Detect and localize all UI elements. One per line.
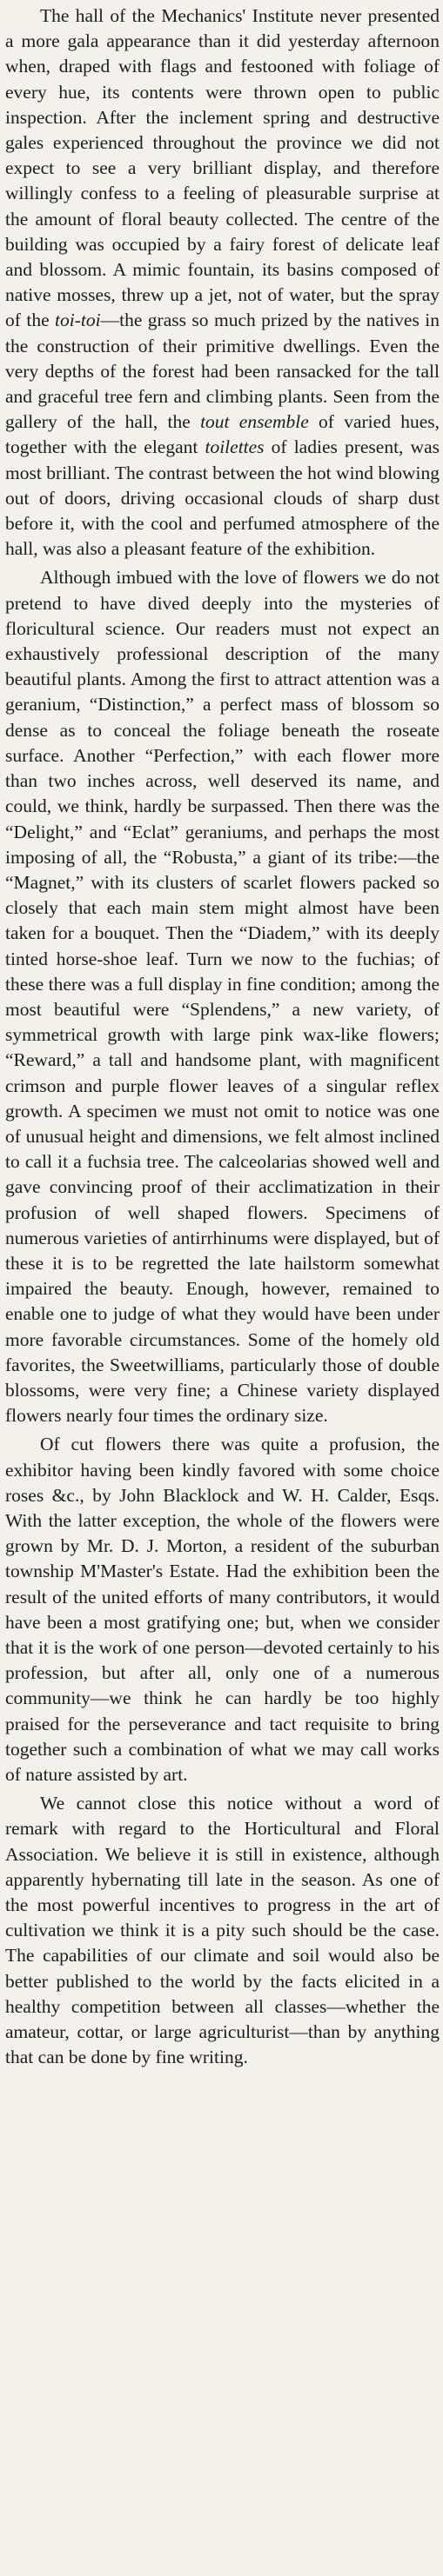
paragraph-1-run-3: —the grass so much prized by the natives in the construction of their primitive dwellings. Even the very depths of the forest had been ransacked for the tall and graceful tree fern and climbing plants. Seen from the gallery of the hall, the (5, 310, 440, 433)
paragraph-1-run-7: of ladies present, was most brilliant. The contrast between the hot wind blowing out of doors, driving occasional clouds of sharp dust before it, with the cool and perfumed atmosphere of the hall, was also a pleasant feature of the exhibition. (5, 436, 440, 560)
paragraph-4-run-1: We cannot close this notice without a word of remark with regard to the Horticultural and Floral Association. We believe it is still in existence, although apparently hybernating till late in the season. As one of the most powerful incentives to progress in the art of cultivation we think it is a pity such should be the case. The capabilities of our climate and soil would also be better published to the world by the facts elicited in a healthy competition between all classes—whether the amateur, cottar, or large agriculturist—than by anything that can be done by fine writing. (5, 1793, 440, 2068)
paragraph-2 (5, 565, 440, 1428)
paragraph-1-run-6: toilettes (205, 436, 265, 458)
paragraph-3-run-1: Of cut flowers there was quite a profusion, the exhibitor having been kindly favored with some choice roses &c., by John Blacklock and W. H. Calder, Esqs. With the latter exception, the whole of the flowers were grown by Mr. D. J. Morton, a resident of the suburban township M'Master's Estate. Had the exhibition been the result of the united efforts of many contributors, it would have been a most gratifying one; but, when we consider that it is the work of one person—devoted certainly to his profession, but after all, only one of a numerous community—we think he can hardly be too highly praised for the perseverance and tact requisite to bring together such a combination of what we may call works of nature assisted by art. (5, 1434, 440, 1786)
paragraph-4 (5, 1791, 440, 2070)
paragraph-3 (5, 1432, 440, 1787)
paragraph-2-run-1: Although imbued with the love of flowers we do not pretend to have dived deeply into the mysteries of floricultural science. Our readers must not expect an exhaustively professional description of the many beautiful plants. Among the first to attract attention was a geranium, “Distinction,” a perfect mass of blossom so dense as to conceal the foliage beneath the roseate surface. Another “Perfection,” with each flower more than two inches across, well deserved its name, and could, we think, hardly be surpassed. Then there was the “Delight,” and “Eclat” geraniums, and perhaps the most imposing of all, the “Robusta,” a giant of its tribe:—the “Magnet,” with its clusters of scarlet flowers packed so closely that each main stem might almost have been taken for a bouquet. Then the “Diadem,” with its deeply tinted horse-shoe leaf. Turn we now to the fuchias; of these there was a full display in fine condition; among the most beautiful were “Splendens,” a new variety, of symmetrical growth with large pink wax-like flowers; “Reward,” a tall and handsome plant, with magnificent crimson and purple flower leaves of a singular reflex growth. A specimen we must not omit to notice was one of unusual height and dimensions, we felt almost inclined to call it a fuchsia tree. The calceolarias showed well and gave convincing proof of their acclimatization in their profusion of well shaped flowers. Specimens of numerous varieties of antirrhinums were displayed, but of these it is to be regretted the late hailstorm somewhat impaired the beauty. Enough, however, remained to enable one to judge of what they would have been under more favorable circumstances. Some of the homely old favorites, the Sweetwilliams, particularly those of double blossoms, were very fine; a Chinese variety displayed flowers nearly four times the ordinary size. (5, 567, 440, 1427)
paragraph-1-run-4: tout ensemble (200, 411, 309, 433)
paragraph-1-run-5: of varied hues, together with the elegant (5, 411, 440, 458)
paragraph-1-run-2: toi-toi (55, 310, 101, 331)
paragraph-1 (5, 3, 440, 562)
paragraph-1-run-1: The hall of the Mechanics' Institute never presented a more gala appearance than it did yesterday afternoon when, draped with flags and festooned with foliage of every hue, its contents were thrown open to public inspection. After the inclement spring and destructive gales experienced throughout the province we did not expect to see a very brilliant display, and therefore willingly confess to a feeling of pleasurable surprise at the amount of floral beauty collected. The centre of the building was occupied by a fairy forest of delicate leaf and blossom. A mimic fountain, its basins composed of native mosses, threw up a jet, not of water, but the spray of the (5, 5, 440, 331)
